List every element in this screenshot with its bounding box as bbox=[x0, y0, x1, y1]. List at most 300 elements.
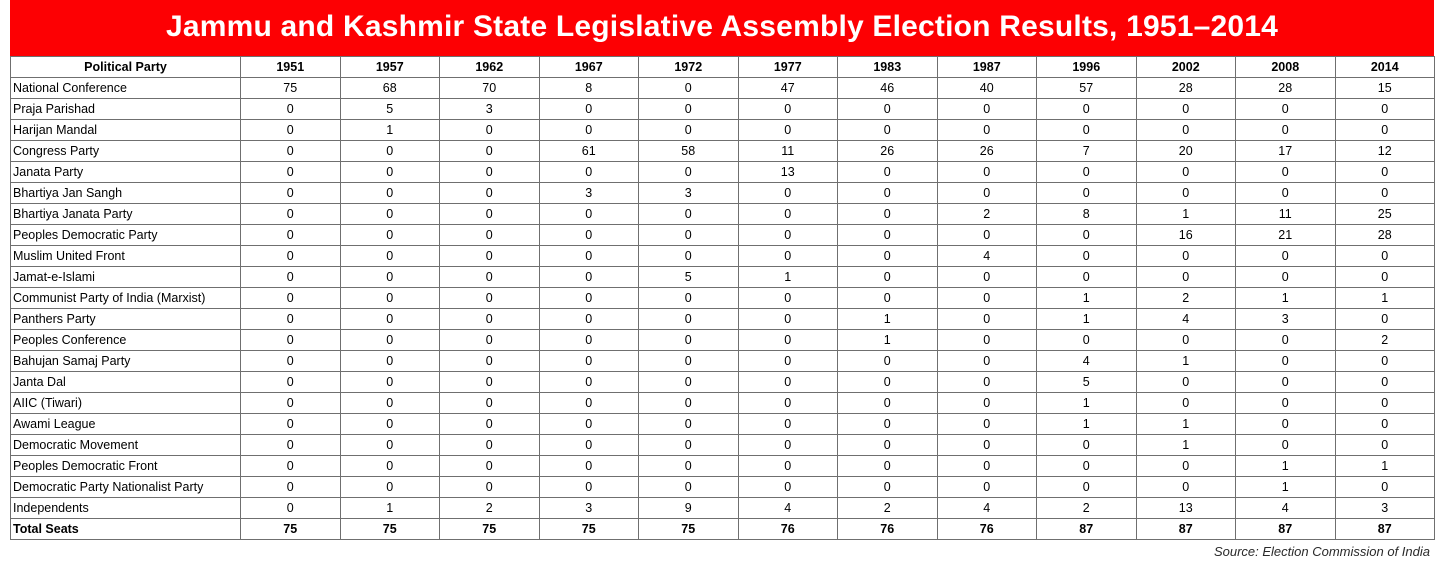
seat-count: 0 bbox=[340, 225, 440, 246]
seat-count: 0 bbox=[738, 477, 838, 498]
table-row bbox=[11, 288, 1435, 309]
seat-count: 0 bbox=[539, 435, 639, 456]
seat-count: 15 bbox=[1335, 78, 1435, 99]
party-name: Harijan Mandal bbox=[11, 120, 241, 141]
seat-count: 0 bbox=[838, 183, 938, 204]
table-row bbox=[11, 120, 1435, 141]
seat-count: 0 bbox=[241, 99, 341, 120]
seat-count: 0 bbox=[440, 288, 540, 309]
seat-count: 0 bbox=[241, 498, 341, 519]
seat-count: 2 bbox=[1136, 288, 1236, 309]
seat-count: 0 bbox=[440, 162, 540, 183]
seat-count: 0 bbox=[539, 351, 639, 372]
seat-count: 1 bbox=[1236, 288, 1336, 309]
seat-count: 0 bbox=[539, 372, 639, 393]
table-row bbox=[11, 330, 1435, 351]
seat-count: 0 bbox=[241, 267, 341, 288]
seat-count: 3 bbox=[539, 498, 639, 519]
party-name: Peoples Democratic Party bbox=[11, 225, 241, 246]
total-seat-count: 87 bbox=[1335, 519, 1435, 540]
seat-count: 16 bbox=[1136, 225, 1236, 246]
seat-count: 0 bbox=[639, 309, 739, 330]
seat-count: 75 bbox=[241, 78, 341, 99]
seat-count: 0 bbox=[639, 78, 739, 99]
seat-count: 0 bbox=[1335, 393, 1435, 414]
seat-count: 0 bbox=[639, 372, 739, 393]
seat-count: 0 bbox=[738, 372, 838, 393]
seat-count: 5 bbox=[340, 99, 440, 120]
seat-count: 0 bbox=[838, 477, 938, 498]
seat-count: 26 bbox=[937, 141, 1037, 162]
seat-count: 0 bbox=[440, 435, 540, 456]
seat-count: 0 bbox=[1037, 456, 1137, 477]
seat-count: 0 bbox=[440, 141, 540, 162]
table-row bbox=[11, 246, 1435, 267]
seat-count: 0 bbox=[639, 162, 739, 183]
seat-count: 0 bbox=[1335, 435, 1435, 456]
seat-count: 2 bbox=[1335, 330, 1435, 351]
party-name: National Conference bbox=[11, 78, 241, 99]
seat-count: 1 bbox=[1037, 414, 1137, 435]
table-header-row bbox=[11, 57, 1435, 78]
seat-count: 0 bbox=[241, 435, 341, 456]
seat-count: 1 bbox=[1136, 204, 1236, 225]
seat-count: 0 bbox=[241, 225, 341, 246]
seat-count: 13 bbox=[738, 162, 838, 183]
seat-count: 0 bbox=[937, 372, 1037, 393]
seat-count: 0 bbox=[241, 477, 341, 498]
party-name: Bhartiya Jan Sangh bbox=[11, 183, 241, 204]
seat-count: 11 bbox=[1236, 204, 1336, 225]
seat-count: 0 bbox=[1136, 267, 1236, 288]
seat-count: 0 bbox=[937, 183, 1037, 204]
seat-count: 0 bbox=[1335, 183, 1435, 204]
seat-count: 0 bbox=[1236, 330, 1336, 351]
table-row bbox=[11, 99, 1435, 120]
seat-count: 0 bbox=[639, 435, 739, 456]
seat-count: 20 bbox=[1136, 141, 1236, 162]
seat-count: 0 bbox=[838, 204, 938, 225]
total-seat-count: 75 bbox=[241, 519, 341, 540]
total-seat-count: 75 bbox=[539, 519, 639, 540]
seat-count: 1 bbox=[1335, 288, 1435, 309]
seat-count: 0 bbox=[838, 246, 938, 267]
seat-count: 0 bbox=[340, 183, 440, 204]
seat-count: 0 bbox=[1236, 372, 1336, 393]
seat-count: 40 bbox=[937, 78, 1037, 99]
table-row bbox=[11, 162, 1435, 183]
party-name: Bahujan Samaj Party bbox=[11, 351, 241, 372]
table-row bbox=[11, 456, 1435, 477]
seat-count: 0 bbox=[1136, 99, 1236, 120]
seat-count: 0 bbox=[1136, 330, 1236, 351]
seat-count: 0 bbox=[241, 372, 341, 393]
seat-count: 0 bbox=[937, 288, 1037, 309]
seat-count: 0 bbox=[340, 414, 440, 435]
seat-count: 0 bbox=[241, 414, 341, 435]
seat-count: 0 bbox=[1037, 330, 1137, 351]
party-name: Independents bbox=[11, 498, 241, 519]
seat-count: 0 bbox=[241, 162, 341, 183]
seat-count: 1 bbox=[1037, 288, 1137, 309]
seat-count: 0 bbox=[1335, 246, 1435, 267]
seat-count: 0 bbox=[340, 246, 440, 267]
seat-count: 0 bbox=[937, 435, 1037, 456]
seat-count: 0 bbox=[1136, 162, 1236, 183]
seat-count: 2 bbox=[937, 204, 1037, 225]
seat-count: 0 bbox=[241, 393, 341, 414]
seat-count: 0 bbox=[738, 351, 838, 372]
column-header-year: 1972 bbox=[639, 57, 739, 78]
seat-count: 4 bbox=[1236, 498, 1336, 519]
column-header-year: 1987 bbox=[937, 57, 1037, 78]
seat-count: 0 bbox=[738, 330, 838, 351]
source-note: Source: Election Commission of India bbox=[1213, 544, 1430, 559]
seat-count: 28 bbox=[1136, 78, 1236, 99]
total-seats-row bbox=[11, 519, 1435, 540]
seat-count: 0 bbox=[1037, 246, 1137, 267]
seat-count: 0 bbox=[1136, 246, 1236, 267]
seat-count: 0 bbox=[1037, 435, 1137, 456]
seat-count: 0 bbox=[539, 99, 639, 120]
column-header-year: 2008 bbox=[1236, 57, 1336, 78]
seat-count: 0 bbox=[738, 183, 838, 204]
seat-count: 0 bbox=[937, 393, 1037, 414]
seat-count: 0 bbox=[738, 288, 838, 309]
table-row bbox=[11, 183, 1435, 204]
party-name: Muslim United Front bbox=[11, 246, 241, 267]
seat-count: 0 bbox=[639, 120, 739, 141]
seat-count: 0 bbox=[639, 225, 739, 246]
seat-count: 0 bbox=[738, 456, 838, 477]
seat-count: 0 bbox=[738, 309, 838, 330]
seat-count: 0 bbox=[738, 225, 838, 246]
seat-count: 7 bbox=[1037, 141, 1137, 162]
seat-count: 11 bbox=[738, 141, 838, 162]
party-name: Peoples Democratic Front bbox=[11, 456, 241, 477]
column-header-year: 1996 bbox=[1037, 57, 1137, 78]
seat-count: 1 bbox=[1335, 456, 1435, 477]
seat-count: 0 bbox=[241, 246, 341, 267]
total-seat-count: 76 bbox=[937, 519, 1037, 540]
seat-count: 25 bbox=[1335, 204, 1435, 225]
seat-count: 1 bbox=[1136, 435, 1236, 456]
seat-count: 0 bbox=[738, 414, 838, 435]
party-name: Peoples Conference bbox=[11, 330, 241, 351]
seat-count: 0 bbox=[1136, 477, 1236, 498]
table-row bbox=[11, 435, 1435, 456]
seat-count: 0 bbox=[539, 204, 639, 225]
table-row bbox=[11, 267, 1435, 288]
seat-count: 0 bbox=[539, 120, 639, 141]
seat-count: 0 bbox=[241, 351, 341, 372]
seat-count: 0 bbox=[539, 246, 639, 267]
seat-count: 0 bbox=[1037, 477, 1137, 498]
seat-count: 0 bbox=[1236, 246, 1336, 267]
seat-count: 0 bbox=[440, 477, 540, 498]
party-name: Jamat-e-Islami bbox=[11, 267, 241, 288]
table-row bbox=[11, 498, 1435, 519]
party-name: Janata Party bbox=[11, 162, 241, 183]
seat-count: 0 bbox=[340, 267, 440, 288]
table-row bbox=[11, 414, 1435, 435]
table-row bbox=[11, 78, 1435, 99]
seat-count: 0 bbox=[340, 372, 440, 393]
seat-count: 0 bbox=[241, 183, 341, 204]
seat-count: 0 bbox=[440, 204, 540, 225]
party-name: Bhartiya Janata Party bbox=[11, 204, 241, 225]
total-seat-count: 76 bbox=[738, 519, 838, 540]
seat-count: 1 bbox=[838, 330, 938, 351]
seat-count: 0 bbox=[838, 267, 938, 288]
seat-count: 0 bbox=[838, 225, 938, 246]
seat-count: 0 bbox=[1236, 435, 1336, 456]
seat-count: 0 bbox=[838, 456, 938, 477]
seat-count: 0 bbox=[1236, 267, 1336, 288]
seat-count: 0 bbox=[340, 393, 440, 414]
seat-count: 0 bbox=[539, 414, 639, 435]
seat-count: 0 bbox=[738, 435, 838, 456]
seat-count: 0 bbox=[738, 246, 838, 267]
seat-count: 0 bbox=[838, 351, 938, 372]
total-seat-count: 76 bbox=[838, 519, 938, 540]
seat-count: 68 bbox=[340, 78, 440, 99]
seat-count: 0 bbox=[539, 477, 639, 498]
seat-count: 4 bbox=[937, 246, 1037, 267]
seat-count: 0 bbox=[937, 120, 1037, 141]
seat-count: 0 bbox=[838, 99, 938, 120]
party-name: Democratic Movement bbox=[11, 435, 241, 456]
seat-count: 0 bbox=[440, 183, 540, 204]
seat-count: 0 bbox=[1236, 99, 1336, 120]
seat-count: 0 bbox=[440, 393, 540, 414]
seat-count: 3 bbox=[1236, 309, 1336, 330]
seat-count: 0 bbox=[539, 267, 639, 288]
seat-count: 0 bbox=[440, 351, 540, 372]
seat-count: 21 bbox=[1236, 225, 1336, 246]
seat-count: 2 bbox=[440, 498, 540, 519]
seat-count: 0 bbox=[1335, 414, 1435, 435]
seat-count: 9 bbox=[639, 498, 739, 519]
seat-count: 28 bbox=[1335, 225, 1435, 246]
seat-count: 0 bbox=[1037, 99, 1137, 120]
seat-count: 3 bbox=[639, 183, 739, 204]
seat-count: 0 bbox=[440, 330, 540, 351]
total-seat-count: 75 bbox=[340, 519, 440, 540]
total-seat-count: 87 bbox=[1236, 519, 1336, 540]
seat-count: 0 bbox=[639, 393, 739, 414]
column-header-year: 1983 bbox=[838, 57, 938, 78]
seat-count: 4 bbox=[937, 498, 1037, 519]
seat-count: 0 bbox=[1037, 162, 1137, 183]
seat-count: 0 bbox=[1136, 372, 1236, 393]
party-name: AIIC (Tiwari) bbox=[11, 393, 241, 414]
table-row bbox=[11, 141, 1435, 162]
seat-count: 0 bbox=[539, 393, 639, 414]
column-header-year: 2002 bbox=[1136, 57, 1236, 78]
seat-count: 0 bbox=[440, 267, 540, 288]
column-header-year: 1951 bbox=[241, 57, 341, 78]
seat-count: 0 bbox=[937, 162, 1037, 183]
seat-count: 17 bbox=[1236, 141, 1336, 162]
seat-count: 0 bbox=[937, 309, 1037, 330]
seat-count: 0 bbox=[1335, 477, 1435, 498]
seat-count: 0 bbox=[440, 414, 540, 435]
seat-count: 0 bbox=[539, 288, 639, 309]
seat-count: 8 bbox=[539, 78, 639, 99]
total-seat-count: 75 bbox=[440, 519, 540, 540]
seat-count: 47 bbox=[738, 78, 838, 99]
seat-count: 0 bbox=[838, 435, 938, 456]
seat-count: 0 bbox=[738, 204, 838, 225]
seat-count: 0 bbox=[539, 330, 639, 351]
seat-count: 0 bbox=[838, 120, 938, 141]
seat-count: 0 bbox=[241, 204, 341, 225]
seat-count: 0 bbox=[1037, 225, 1137, 246]
seat-count: 0 bbox=[1335, 351, 1435, 372]
seat-count: 0 bbox=[838, 372, 938, 393]
seat-count: 3 bbox=[1335, 498, 1435, 519]
seat-count: 0 bbox=[340, 141, 440, 162]
table-body bbox=[11, 78, 1435, 540]
seat-count: 0 bbox=[937, 225, 1037, 246]
column-header-year: 1977 bbox=[738, 57, 838, 78]
seat-count: 58 bbox=[639, 141, 739, 162]
seat-count: 0 bbox=[440, 225, 540, 246]
seat-count: 0 bbox=[639, 99, 739, 120]
seat-count: 0 bbox=[1335, 309, 1435, 330]
seat-count: 0 bbox=[937, 456, 1037, 477]
seat-count: 0 bbox=[340, 288, 440, 309]
seat-count: 13 bbox=[1136, 498, 1236, 519]
seat-count: 0 bbox=[1236, 183, 1336, 204]
table-header bbox=[11, 57, 1435, 78]
seat-count: 0 bbox=[241, 288, 341, 309]
seat-count: 0 bbox=[937, 267, 1037, 288]
seat-count: 1 bbox=[1037, 309, 1137, 330]
party-name: Praja Parishad bbox=[11, 99, 241, 120]
seat-count: 0 bbox=[937, 477, 1037, 498]
seat-count: 0 bbox=[241, 309, 341, 330]
page-title: Jammu and Kashmir State Legislative Assembly Election Results, 1951–2014 bbox=[10, 0, 1434, 56]
party-name: Democratic Party Nationalist Party bbox=[11, 477, 241, 498]
seat-count: 0 bbox=[241, 456, 341, 477]
party-name: Janta Dal bbox=[11, 372, 241, 393]
total-seat-count: 87 bbox=[1037, 519, 1137, 540]
party-name: Awami League bbox=[11, 414, 241, 435]
column-header-year: 1967 bbox=[539, 57, 639, 78]
seat-count: 0 bbox=[639, 330, 739, 351]
seat-count: 12 bbox=[1335, 141, 1435, 162]
table-row bbox=[11, 309, 1435, 330]
seat-count: 1 bbox=[340, 498, 440, 519]
seat-count: 0 bbox=[539, 309, 639, 330]
seat-count: 0 bbox=[738, 120, 838, 141]
seat-count: 1 bbox=[1236, 477, 1336, 498]
party-name: Congress Party bbox=[11, 141, 241, 162]
seat-count: 0 bbox=[937, 351, 1037, 372]
total-seat-count: 75 bbox=[639, 519, 739, 540]
seat-count: 0 bbox=[340, 309, 440, 330]
seat-count: 70 bbox=[440, 78, 540, 99]
column-header-year: 1957 bbox=[340, 57, 440, 78]
seat-count: 0 bbox=[539, 456, 639, 477]
seat-count: 0 bbox=[937, 99, 1037, 120]
seat-count: 0 bbox=[440, 120, 540, 141]
seat-count: 4 bbox=[1136, 309, 1236, 330]
seat-count: 0 bbox=[440, 456, 540, 477]
seat-count: 0 bbox=[1037, 267, 1137, 288]
seat-count: 0 bbox=[738, 393, 838, 414]
seat-count: 0 bbox=[340, 456, 440, 477]
seat-count: 0 bbox=[340, 435, 440, 456]
seat-count: 3 bbox=[539, 183, 639, 204]
seat-count: 0 bbox=[440, 246, 540, 267]
seat-count: 0 bbox=[937, 414, 1037, 435]
seat-count: 28 bbox=[1236, 78, 1336, 99]
seat-count: 46 bbox=[838, 78, 938, 99]
seat-count: 0 bbox=[639, 477, 739, 498]
seat-count: 0 bbox=[1136, 183, 1236, 204]
total-seat-count: 87 bbox=[1136, 519, 1236, 540]
table-row bbox=[11, 393, 1435, 414]
seat-count: 57 bbox=[1037, 78, 1137, 99]
seat-count: 0 bbox=[1335, 120, 1435, 141]
seat-count: 0 bbox=[738, 99, 838, 120]
seat-count: 0 bbox=[1236, 393, 1336, 414]
seat-count: 4 bbox=[1037, 351, 1137, 372]
table-row bbox=[11, 372, 1435, 393]
seat-count: 0 bbox=[1037, 183, 1137, 204]
seat-count: 0 bbox=[1335, 99, 1435, 120]
seat-count: 0 bbox=[1335, 372, 1435, 393]
seat-count: 0 bbox=[1236, 162, 1336, 183]
seat-count: 5 bbox=[639, 267, 739, 288]
seat-count: 0 bbox=[1136, 393, 1236, 414]
party-name: Communist Party of India (Marxist) bbox=[11, 288, 241, 309]
seat-count: 0 bbox=[639, 414, 739, 435]
seat-count: 8 bbox=[1037, 204, 1137, 225]
seat-count: 0 bbox=[639, 351, 739, 372]
seat-count: 3 bbox=[440, 99, 540, 120]
seat-count: 0 bbox=[539, 162, 639, 183]
seat-count: 26 bbox=[838, 141, 938, 162]
seat-count: 0 bbox=[838, 288, 938, 309]
seat-count: 0 bbox=[937, 330, 1037, 351]
seat-count: 0 bbox=[241, 120, 341, 141]
table-row bbox=[11, 477, 1435, 498]
seat-count: 0 bbox=[1236, 120, 1336, 141]
column-header-year: 1962 bbox=[440, 57, 540, 78]
seat-count: 0 bbox=[838, 393, 938, 414]
seat-count: 4 bbox=[738, 498, 838, 519]
seat-count: 1 bbox=[1136, 414, 1236, 435]
seat-count: 0 bbox=[838, 162, 938, 183]
table-row bbox=[11, 204, 1435, 225]
seat-count: 0 bbox=[639, 288, 739, 309]
seat-count: 0 bbox=[1136, 120, 1236, 141]
seat-count: 0 bbox=[241, 141, 341, 162]
column-header-party: Political Party bbox=[11, 57, 241, 78]
election-results-table bbox=[10, 56, 1435, 540]
seat-count: 0 bbox=[340, 330, 440, 351]
seat-count: 0 bbox=[539, 225, 639, 246]
seat-count: 0 bbox=[440, 372, 540, 393]
seat-count: 0 bbox=[639, 456, 739, 477]
seat-count: 0 bbox=[1335, 267, 1435, 288]
seat-count: 0 bbox=[1236, 414, 1336, 435]
seat-count: 0 bbox=[340, 351, 440, 372]
